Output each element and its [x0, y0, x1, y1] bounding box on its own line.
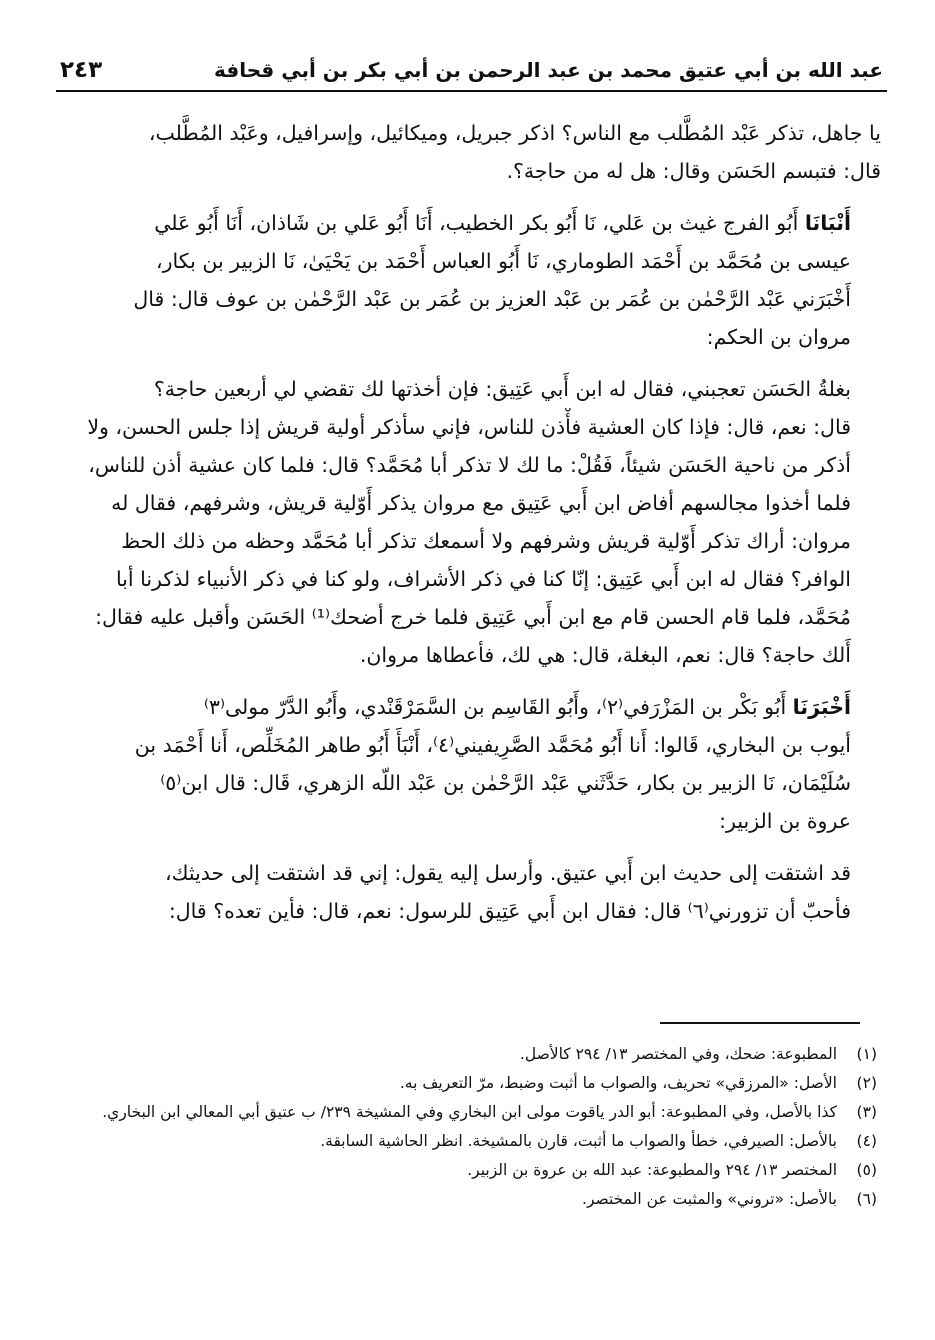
isnad-lead: أَخْبَرَنَا	[792, 695, 851, 719]
paragraph	[62, 114, 881, 190]
text-line: أذكر من ناحية الحَسَن شيئاً، فَقُلْ: ما لك لا تذكر أبا مُحَمَّد؟ قال: فلما كان عشية أذن للناس،	[88, 453, 851, 477]
text-line: أَلك حاجة؟ قال: نعم، البغلة، قال: هي لك، فأعطاها مروان.	[359, 643, 851, 667]
text-line: أَخْبَرَني عَبْد الرَّحْمٰن بن عُمَر بن عَبْد العزيز بن عُمَر بن عَبْد الرَّحْمٰن بن عوف قال: قال	[133, 287, 851, 311]
text-line: عروة بن الزبير:	[719, 809, 851, 833]
running-header	[60, 52, 883, 88]
footnote-text: المطبوعة: ضحك، وفي المختصر ١٣/ ٢٩٤ كالأصل.	[519, 1045, 837, 1063]
footnote-number: (٦)	[856, 1190, 877, 1208]
footnote-text: الأصل: «المرزقي» تحريف، والصواب ما أثبت وضبط، مرّ التعريف به.	[399, 1074, 837, 1092]
text-line	[62, 204, 881, 242]
footnote-separator	[660, 1022, 860, 1024]
footnote-number: (٥)	[856, 1161, 877, 1179]
footnote	[62, 1040, 877, 1069]
text-line: مروان: أراك تذكر أَوّلية قريش وشرفهم ولا أسمعك تذكر أبا مُحَمَّد وحظه من ذلك الحظ	[121, 529, 851, 553]
footnote-number: (٢)	[856, 1074, 877, 1092]
text-line: قد اشتقت إلى حديث ابن أَبي عتيق. وأرسل إليه يقول: إني قد اشتقت إلى حديثك،	[165, 861, 851, 885]
text-line: الوافر؟ فقال له ابن أَبي عَتِيق: إنّا كنا في ذكر الأشراف، ولو كنا في ذكر الأنبياء لذكرنا أبا	[115, 567, 851, 591]
text-line: فأحبّ أن تزورني⁽٦⁾ قال: فقال ابن أَبي عَتِيق للرسول: نعم، قال: فأين تعده؟ قال:	[168, 899, 851, 923]
footnote	[62, 1156, 877, 1185]
header-rule	[56, 90, 887, 92]
text-line: يا جاهل، تذكر عَبْد المُطَّلب مع الناس؟ اذكر جبريل، وميكائيل، وإسرافيل، وعَبْد المُطَّلب،	[148, 121, 881, 145]
footnote-text: بالأصل: الصيرفي، خطأ والصواب ما أثبت، قارن بالمشيخة. انظر الحاشية السابقة.	[320, 1132, 837, 1150]
text-line: قال: فتبسم الحَسَن وقال: هل له من حاجة؟.	[506, 159, 881, 183]
text-line: فلما أخذوا مجالسهم أفاض ابن أَبي عَتِيق مع مروان يذكر أَوّلية قريش، وشرفهم، فقال له	[111, 491, 851, 515]
footnotes	[62, 1040, 877, 1214]
footnote	[62, 1069, 877, 1098]
main-text	[62, 114, 881, 944]
footnote-text: المختصر ١٣/ ٢٩٤ والمطبوعة: عبد الله بن عروة بن الزبير.	[467, 1161, 837, 1179]
footnote-number: (١)	[856, 1045, 877, 1063]
page-number: ٢٤٣	[60, 57, 103, 83]
text-line: مروان بن الحكم:	[706, 325, 851, 349]
paragraph	[62, 370, 881, 674]
footnote-number: (٤)	[856, 1132, 877, 1150]
text-line	[62, 688, 881, 726]
text-line: قال: نعم، قال: فإذا كان العشية فأْذن للناس، فإني سأذكر أولية قريش إذا جلس الحسن، ولا	[87, 415, 851, 439]
text-line: عيسى بن مُحَمَّد بن أَحْمَد الطوماري، نَا أَبُو العباس أَحْمَد بن يَحْيَىٰ، نَا الزبير بن بكار،	[156, 249, 851, 273]
paragraph	[62, 854, 881, 930]
footnote	[62, 1098, 877, 1127]
footnote-text: بالأصل: «تروني» والمثبت عن المختصر.	[582, 1190, 837, 1208]
text-line: بغلةُ الحَسَن تعجبني، فقال له ابن أَبي عَتِيق: فإن أخذتها لك تقضي لي أربعين حاجة؟	[153, 377, 851, 401]
text-line: سُلَيْمَان، نَا الزبير بن بكار، حَدَّثَني عَبْد الرَّحْمٰن بن عَبْد اللّه الزهري، قَال: قال ابن⁽٥⁾	[160, 771, 851, 795]
footnote	[62, 1185, 877, 1214]
text-line: مُحَمَّد، فلما قام الحسن قام مع ابن أَبي عَتِيق فلما خرج أضحك⁽¹⁾ الحَسَن وأقبل عليه فقال:	[95, 605, 851, 629]
footnote-text: كذا بالأصل، وفي المطبوعة: أبو الدر ياقوت مولى ابن البخاري وفي المشيخة ٢٣٩/ ب عتيق أبي المعالي ابن البخاري.	[102, 1103, 837, 1121]
footnote	[62, 1127, 877, 1156]
running-title: عبد الله بن أبي عتيق محمد بن عبد الرحمن بن أبي بكر بن أبي قحافة	[214, 58, 883, 82]
paragraph	[62, 204, 881, 356]
text-line-rest: أَبُو الفرج غيث بن عَلي، نَا أَبُو بكر الخطيب، أَنَا أَبُو عَلي بن شَاذان، أَنَا أَبُو عَلي	[154, 211, 805, 235]
text-line-rest: أَبُو بَكْر بن المَزْرَفي⁽٢⁾، وأَبُو القَاسِم بن السَّمَرْقَنْدي، وأَبُو الدَّرّ مولى⁽٣⁾	[203, 695, 793, 719]
isnad-lead: أَنْبَانَا	[804, 211, 851, 235]
paragraph	[62, 688, 881, 840]
text-line: أيوب بن البخاري، قَالوا: أَنا أَبُو مُحَمَّد الصَّرِيفيني⁽٤⁾، أَنْبَأَ أَبُو طاهر المُخَلِّص، أَنا أَحْمَد بن	[134, 733, 851, 757]
footnote-number: (٣)	[856, 1103, 877, 1121]
